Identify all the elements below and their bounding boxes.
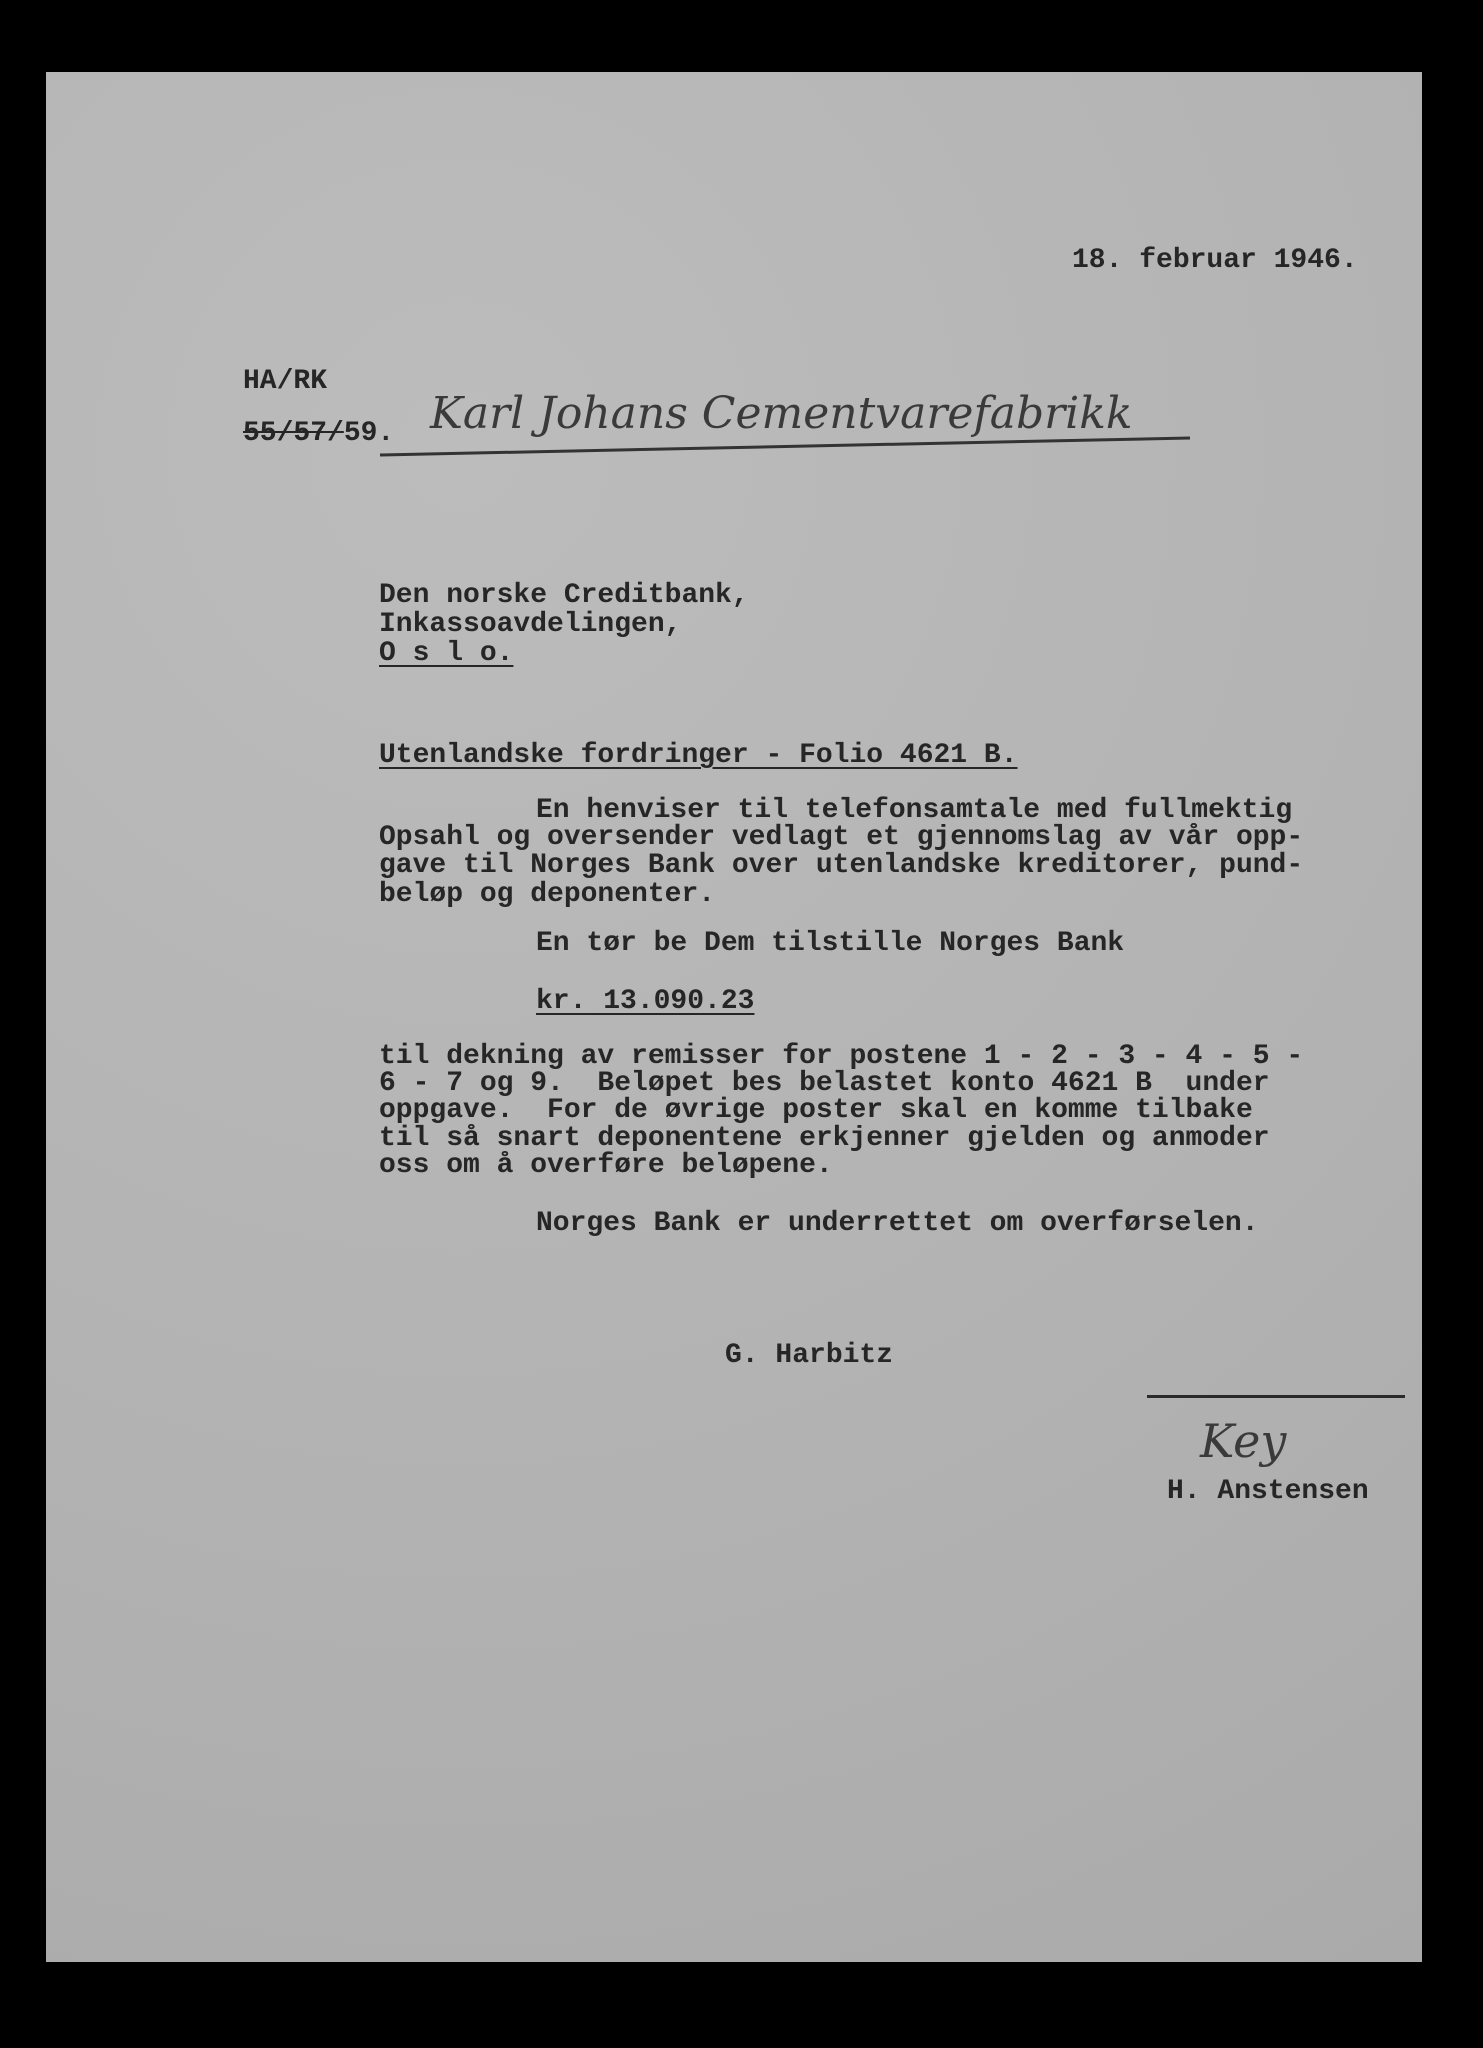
paragraph1-line: En henviser til telefonsamtale med fullmektig	[536, 795, 1293, 826]
paragraph3-line: oss om å overføre beløpene.	[379, 1150, 833, 1181]
paragraph3-line: 6 - 7 og 9. Beløpet bes belastet konto 4621 B under	[379, 1068, 1270, 1099]
signatory-1: G. Harbitz	[725, 1340, 894, 1371]
signature-line	[1147, 1395, 1405, 1398]
paragraph3-line: til så snart deponentene erkjenner gjelden og anmoder	[379, 1123, 1270, 1154]
reference-initials: HA/RK	[243, 366, 328, 397]
paragraph4: Norges Bank er underrettet om overførselen.	[536, 1208, 1259, 1239]
subject-line: Utenlandske fordringer - Folio 4621 B.	[379, 740, 1018, 771]
paragraph1-line: Opsahl og oversender vedlagt et gjennomslag av vår opp-	[379, 822, 1304, 853]
signatory-2: H. Anstensen	[1167, 1476, 1369, 1507]
paragraph3-line: til dekning av remisser for postene 1 - 2 - 3 - 4 - 5 -	[379, 1041, 1304, 1072]
initials-signature: Key	[1200, 1414, 1287, 1468]
address-line-3: O s l o.	[379, 638, 514, 669]
address-line-2: Inkassoavdelingen,	[379, 609, 682, 640]
address-line-1: Den norske Creditbank,	[379, 580, 749, 611]
letter-date: 18. februar 1946.	[1072, 245, 1358, 276]
amount: kr. 13.090.23	[536, 986, 755, 1017]
paragraph1-line: beløp og deponenter.	[379, 879, 716, 910]
handwritten-underline	[0, 0, 1483, 600]
paragraph2: En tør be Dem tilstille Norges Bank	[536, 928, 1125, 959]
paragraph1-line: gave til Norges Bank over utenlandske kreditorer, pund-	[379, 850, 1304, 881]
paragraph3-line: oppgave. For de øvrige poster skal en komme tilbake	[379, 1095, 1253, 1126]
handwritten-note: Karl Johans Cementvarefabrikk	[430, 388, 1133, 439]
file-number: 59.	[343, 418, 395, 449]
struck-numbers: 55/57/	[243, 418, 344, 449]
